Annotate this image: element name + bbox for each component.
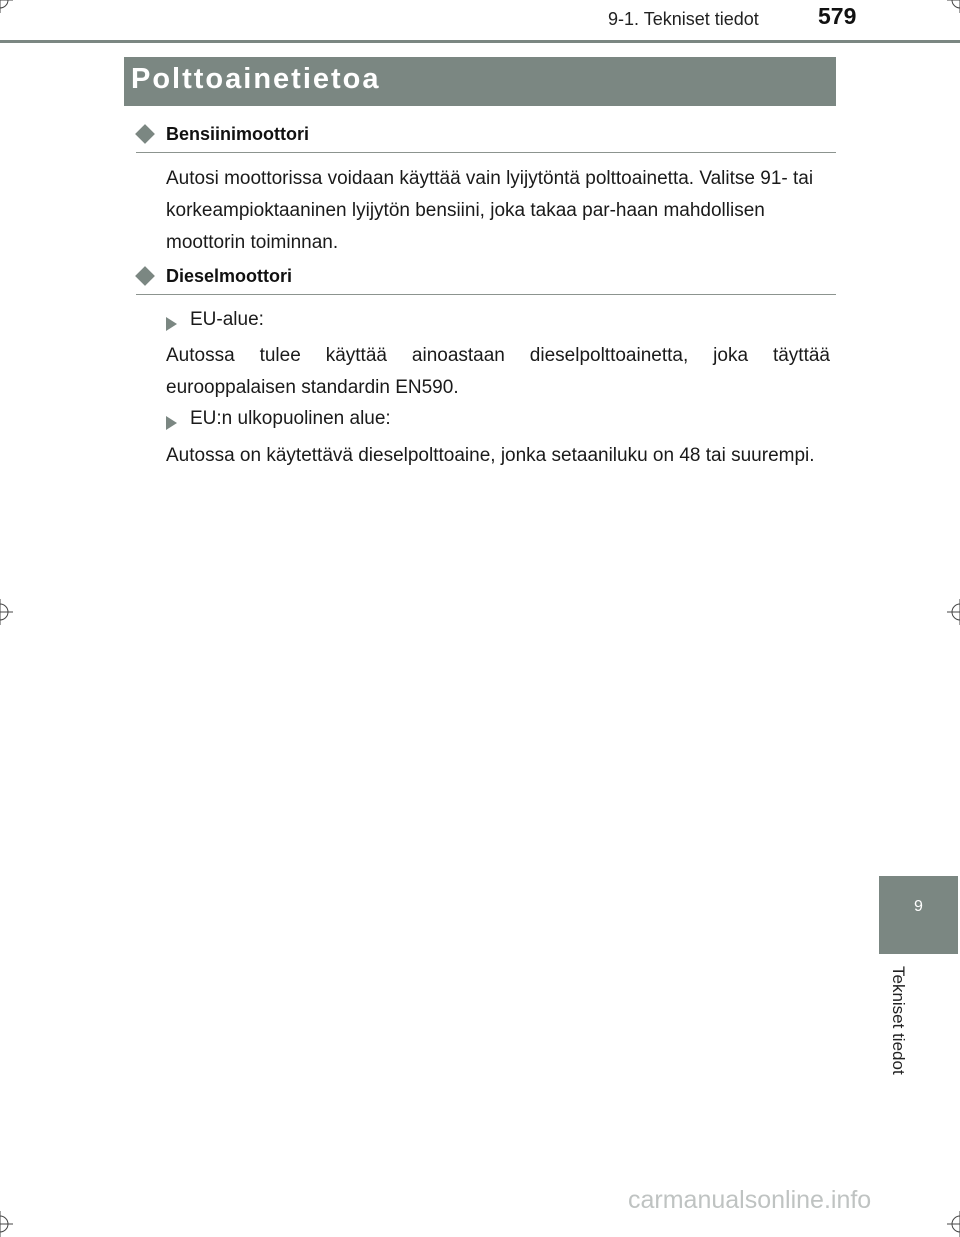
section-heading-petrol	[136, 124, 836, 153]
watermark: carmanualsonline.info	[628, 1186, 872, 1214]
chapter-tab	[879, 876, 958, 954]
crop-mark-bottom-left-icon	[0, 1211, 13, 1237]
section-heading-text: Bensiinimoottori	[166, 124, 309, 144]
non-eu-region-paragraph: Autossa on käytettävä dieselpolttoaine, jonka setaaniluku on 48 tai suurempi.	[166, 445, 815, 466]
triangle-bullet-icon	[166, 416, 177, 430]
header-divider	[0, 40, 960, 43]
list-item-label: EU:n ulkopuolinen alue:	[190, 408, 391, 429]
chapter-label: Tekniset tiedot	[889, 966, 908, 1075]
running-header-section: 9-1. Tekniset tiedot	[608, 9, 759, 29]
chapter-number: 9	[914, 898, 923, 915]
crop-mark-bottom-right-icon	[947, 1211, 960, 1237]
page-title: Polttoainetietoa	[131, 63, 381, 95]
eu-region-paragraph: Autossa tulee käyttää ainoastaan dieselpolttoainetta, joka täyttää eurooppalaisen standardin EN590.	[166, 345, 830, 398]
triangle-bullet-icon	[166, 317, 177, 331]
crop-mark-top-left-icon	[0, 0, 13, 13]
page-title-bar	[124, 57, 836, 106]
petrol-paragraph: Autosi moottorissa voidaan käyttää vain lyijytöntä polttoainetta. Valitse 91- tai korkeampioktaaninen lyijytön bensiini, joka takaa par-haan mahdollisen moottorin toiminnan.	[166, 168, 814, 253]
crop-mark-mid-left-icon	[0, 599, 13, 625]
section-heading-text: Dieselmoottori	[166, 266, 293, 286]
diamond-bullet-icon	[135, 124, 155, 144]
section-heading-diesel	[136, 266, 836, 295]
diamond-bullet-icon	[135, 266, 155, 286]
list-item-label: EU-alue:	[190, 309, 264, 330]
crop-mark-mid-right-icon	[947, 599, 960, 625]
page-number: 579	[818, 3, 857, 29]
crop-mark-top-right-icon	[947, 0, 960, 13]
